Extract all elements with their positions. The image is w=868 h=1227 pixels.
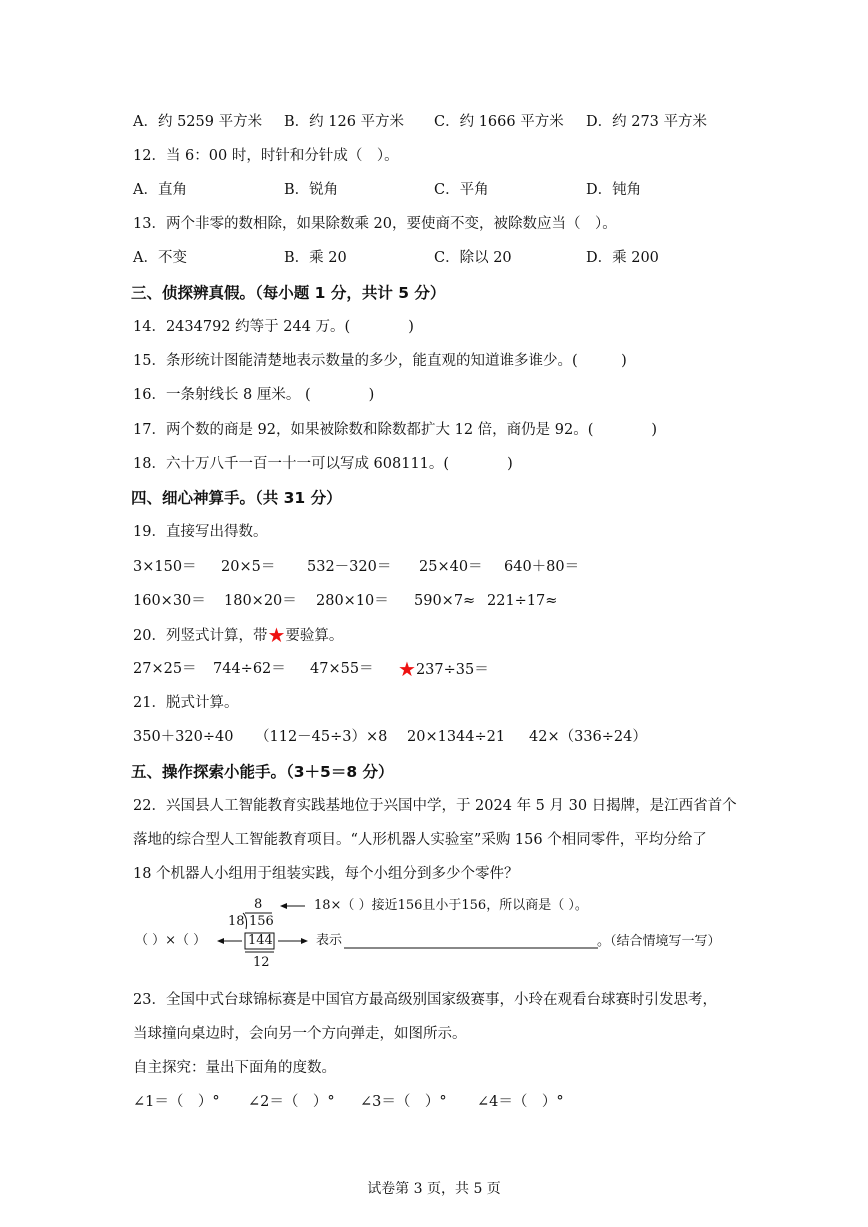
q21-item: （112－45÷3）×8	[255, 729, 388, 745]
q13-stem: 13．两个非零的数相除，如果除数乘 20，要使商不变，被除数应当（ ）。	[133, 216, 617, 232]
q21-item: 20×1344÷21	[407, 729, 506, 745]
angle-1-blank: ∠1＝（ ）°	[133, 1094, 220, 1110]
section4-title: 四、细心神算手。（共 31 分）	[131, 489, 342, 507]
q11-option-a: A．约 5259 平方米	[133, 114, 263, 130]
division-product: 144	[248, 933, 273, 948]
q23-line: 23．全国中式台球锦标赛是中国官方最高级别国家级赛事，小玲在观看台球赛时引发思考，	[133, 992, 717, 1008]
q21-item: 350＋320÷40	[133, 729, 234, 745]
q17: 17．两个数的商是 92，如果被除数和除数都扩大 12 倍，商仍是 92。( )	[133, 422, 658, 438]
q19-item: 221÷17≈	[487, 593, 558, 609]
q20-item: 47×55＝	[310, 661, 374, 677]
q12-option-b: B．锐角	[284, 182, 339, 198]
division-divisor: 18	[228, 914, 245, 929]
q20-item: 744÷62＝	[213, 661, 286, 677]
q19-item: 3×150＝	[133, 559, 197, 575]
q11-option-b: B．约 126 平方米	[284, 114, 405, 130]
q19-item: 160×30＝	[133, 593, 206, 609]
q22-line: 落地的综合型人工智能教育项目。“人形机器人实验室”采购 156 个相同零件，平均分给了	[133, 832, 707, 848]
q13-option-d: D．乘 200	[586, 250, 659, 266]
q19-item: 590×7≈	[414, 593, 476, 609]
q12-option-c: C．平角	[434, 182, 489, 198]
page-footer: 试卷第 3 页，共 5 页	[367, 1181, 501, 1197]
red-star-icon: ★	[267, 623, 286, 647]
section3-title: 三、侦探辨真假。（每小题 1 分，共计 5 分）	[131, 284, 446, 302]
q20-stem-before: 20．列竖式计算，带	[133, 628, 268, 644]
q23-sub: 自主探究：量出下面角的度数。	[133, 1060, 336, 1076]
q12-stem: 12．当 6：00 时，时针和分针成（ ）。	[133, 148, 399, 164]
q12-option-d: D．钝角	[586, 182, 642, 198]
q19-item: 20×5＝	[221, 559, 276, 575]
q16: 16．一条射线长 8 厘米。 ( )	[133, 387, 375, 403]
q11-option-c: C．约 1666 平方米	[434, 114, 564, 130]
q19-item: 532－320＝	[307, 559, 392, 575]
q19-item: 180×20＝	[224, 593, 297, 609]
division-quotient: 8	[254, 897, 263, 912]
q19-item: 25×40＝	[419, 559, 483, 575]
division-remainder: 12	[253, 955, 270, 970]
q13-option-a: A．不变	[133, 250, 187, 266]
q22-line: 18 个机器人小组用于组装实践，每个小组分到多少个零件？	[133, 866, 519, 882]
q20-stem-after: 要验算。	[285, 628, 344, 644]
q20-item: 27×25＝	[133, 661, 197, 677]
angle-4-blank: ∠4＝（ ）°	[477, 1094, 564, 1110]
q21-stem: 21．脱式计算。	[133, 695, 239, 711]
angle-2-blank: ∠2＝（ ）°	[248, 1094, 335, 1110]
q19-item: 280×10＝	[316, 593, 389, 609]
division-note-left: （ ）×（ ）	[135, 933, 207, 948]
division-dividend: 156	[249, 914, 274, 929]
division-note-right-prefix: 表示	[316, 933, 343, 948]
section5-title: 五、操作探索小能手。（3＋5＝8 分）	[131, 763, 394, 781]
angle-3-blank: ∠3＝（ ）°	[360, 1094, 447, 1110]
q21-item: 42×（336÷24）	[529, 729, 647, 745]
q15: 15．条形统计图能清楚地表示数量的多少，能直观的知道谁多谁少。( )	[133, 353, 627, 369]
red-star-icon: ★	[398, 657, 416, 681]
division-note-right-suffix: 。（结合情境写一写）	[597, 934, 721, 949]
q23-line: 当球撞向桌边时，会向另一个方向弹走，如图所示。	[133, 1026, 467, 1042]
q19-stem: 19．直接写出得数。	[133, 524, 268, 540]
q19-item: 640＋80＝	[504, 559, 580, 575]
q20-item: 237÷35＝	[415, 662, 489, 678]
q18: 18．六十万八千一百一十一可以写成 608111。( )	[133, 456, 513, 472]
q13-option-b: B．乘 20	[284, 250, 347, 266]
q11-option-d: D．约 273 平方米	[586, 114, 708, 130]
q13-option-c: C．除以 20	[434, 250, 512, 266]
q14: 14．2434792 约等于 244 万。( )	[133, 319, 414, 335]
q12-option-a: A．直角	[133, 182, 187, 198]
q22-line: 22．兴国县人工智能教育实践基地位于兴国中学，于 2024 年 5 月 30 日揭牌，是江西省首个	[133, 798, 737, 814]
division-note-top: 18×（ ）接近156且小于156，所以商是（ ）。	[314, 898, 588, 913]
